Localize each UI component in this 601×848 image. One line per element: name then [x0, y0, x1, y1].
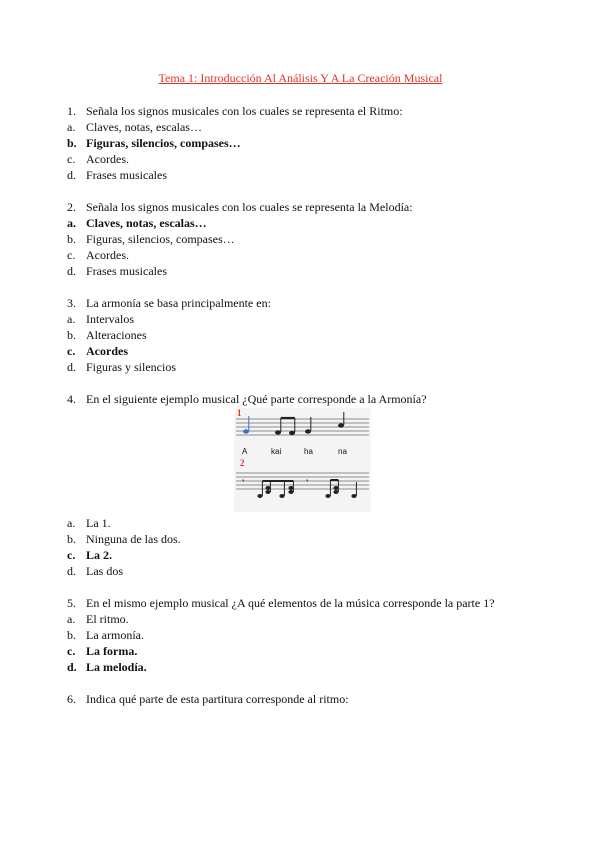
note-4	[305, 429, 311, 433]
note-2	[275, 430, 281, 434]
music-example	[234, 408, 371, 512]
option-3a: a. Intervalos	[67, 312, 134, 326]
option-5a: a. El ritmo.	[67, 612, 129, 626]
lyric-syllable: ha	[304, 447, 313, 456]
question-5-stem: 5. En el mismo ejemplo musical ¿A qué elementos de la música corresponde la parte 1?	[67, 596, 495, 610]
question-text: Señala los signos musicales con los cuales se representa el Ritmo:	[86, 104, 403, 118]
option-2a: a. Claves, notas, escalas…	[67, 216, 207, 230]
lyric-syllable: na	[338, 447, 347, 456]
question-2	[67, 199, 567, 279]
question-3-stem: 3. La armonía se basa principalmente en:	[67, 296, 271, 310]
option-1a: a. Claves, notas, escalas…	[67, 120, 202, 134]
option-5d: d. La melodía.	[67, 660, 147, 674]
rest-1: 𝄾	[242, 477, 245, 487]
option-4a: a. La 1.	[67, 516, 111, 530]
question-6	[67, 691, 567, 707]
page-title: Tema 1: Introducción Al Análisis Y A La Creación Musical	[158, 71, 443, 85]
option-1b: b. Figuras, silencios, compases…	[67, 136, 241, 150]
note-5	[338, 423, 344, 427]
option-3b: b. Alteraciones	[67, 328, 147, 342]
option-3c: c. Acordes	[67, 344, 128, 358]
question-4	[67, 391, 567, 407]
question-2-stem: 2. Señala los signos musicales con los cuales se representa la Melodía:	[67, 200, 413, 214]
question-1-stem	[67, 103, 567, 119]
option-1c: c. Acordes.	[67, 152, 129, 166]
option-2b: b. Figuras, silencios, compases…	[67, 232, 235, 246]
option-4b: b. Ninguna de las dos.	[67, 532, 181, 546]
option-5c: c. La forma.	[67, 644, 138, 658]
option-5b: b. La armonía.	[67, 628, 144, 642]
music-background	[234, 408, 371, 512]
lyric-syllable: A	[242, 447, 248, 456]
question-4-options	[67, 515, 567, 579]
option-2d: d. Frases musicales	[67, 264, 167, 278]
lyric-syllable: kai	[271, 447, 282, 456]
question-5	[67, 595, 567, 675]
rest-2: 𝄾	[306, 477, 309, 487]
option-1d: d. Frases musicales	[67, 168, 167, 182]
note-3	[289, 431, 295, 435]
option-4c: c. La 2.	[67, 548, 113, 562]
question-3	[67, 295, 567, 375]
note-1	[243, 429, 249, 433]
option-4d: d. Las dos	[67, 564, 123, 578]
question-number: 1.	[67, 104, 76, 118]
option-2c: c. Acordes.	[67, 248, 129, 262]
question-1	[67, 103, 567, 183]
part-2-label: 2	[240, 458, 245, 468]
question-4-stem: 4. En el siguiente ejemplo musical ¿Qué parte corresponde a la Armonía?	[67, 392, 427, 406]
question-6-stem: 6. Indica qué parte de esta partitura corresponde al ritmo:	[67, 692, 349, 706]
part-1-label: 1	[237, 408, 242, 418]
option-3d: d. Figuras y silencios	[67, 360, 176, 374]
